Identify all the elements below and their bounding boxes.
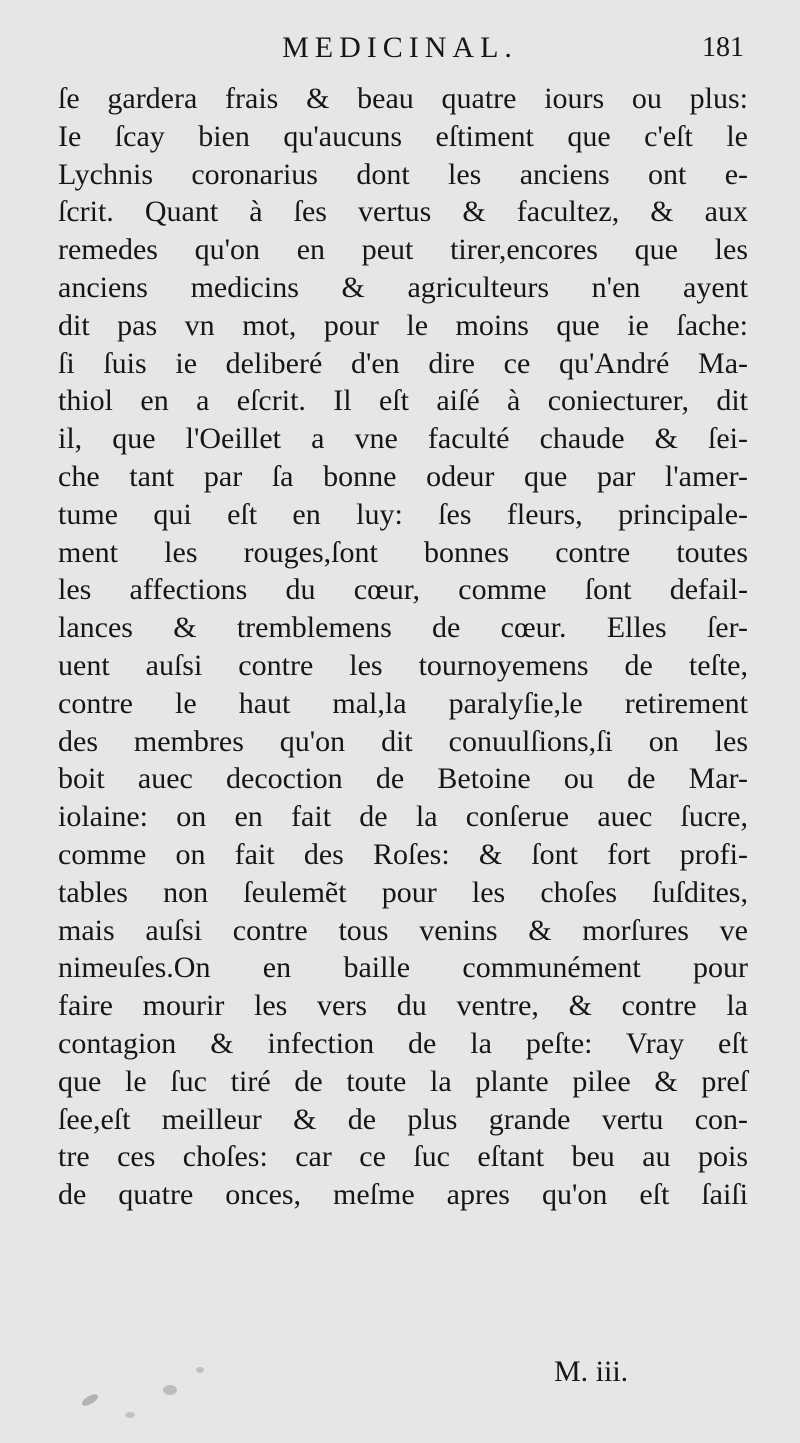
signature-mark: M. iii.: [554, 1355, 629, 1388]
text-line: nimeuſes.On en baille communément pour: [58, 951, 748, 985]
text-line: mais auſsi contre tous venins & morſures ve: [58, 913, 748, 947]
text-line: Ie ſcay bien qu'aucuns eſtiment que c'eſt le: [58, 119, 748, 153]
text-line: remedes qu'on en peut tirer,encores que les: [58, 233, 748, 267]
text-line: les affections du cœur, comme ſont defail-: [58, 573, 748, 607]
text-line: ſe gardera frais & beau quatre iours ou plus:: [58, 82, 748, 115]
text-line: que le ſuc tiré de toute la plante pilee & preſ: [58, 1064, 748, 1098]
paper-stain: [60, 1350, 230, 1430]
page-number: 181: [702, 32, 744, 63]
text-line: ſcrit. Quant à ſes vertus & facultez, & aux: [58, 195, 748, 229]
text-line: dit pas vn mot, pour le moins que ie ſache:: [58, 308, 748, 342]
text-line: tables non ſeulemẽt pour les choſes ſuſdites,: [58, 875, 748, 909]
running-title: MEDICINAL.: [282, 31, 518, 64]
text-line: contre le haut mal,la paralyſie,le retirement: [58, 686, 748, 720]
text-line: ſi ſuis ie deliberé d'en dire ce qu'André Ma-: [58, 346, 748, 380]
text-line: des membres qu'on dit conuulſions,ſi on les: [58, 724, 748, 758]
text-line: contagion & infection de la peſte: Vray eſt: [58, 1026, 748, 1060]
text-line: iolaine: on en fait de la conſerue auec ſucre,: [58, 800, 748, 834]
text-line: faire mourir les vers du ventre, & contre la: [58, 989, 748, 1023]
text-line: tume qui eſt en luy: ſes fleurs, principale-: [58, 497, 748, 531]
text-line: uent auſsi contre les tournoyemens de teſte,: [58, 648, 748, 682]
text-line: Lychnis coronarius dont les anciens ont e-: [58, 157, 748, 191]
text-line: boit auec decoction de Betoine ou de Mar-: [58, 762, 748, 796]
text-line: ment les rouges,ſont bonnes contre toutes: [58, 535, 748, 569]
body-text: [58, 80, 748, 1214]
text-line: tre ces choſes: car ce ſuc eſtant beu au pois: [58, 1140, 748, 1174]
text-line: thiol en a eſcrit. Il eſt aiſé à coniecturer, dit: [58, 384, 748, 418]
text-line: de quatre onces, meſme apres qu'on eſt ſaiſi: [58, 1178, 748, 1212]
text-line: anciens medicins & agriculteurs n'en ayent: [58, 270, 748, 304]
text-line: comme on fait des Roſes: & ſont fort profi-: [58, 837, 748, 871]
text-line: ſee,eſt meilleur & de plus grande vertu con-: [58, 1102, 748, 1136]
text-line: lances & tremblemens de cœur. Elles ſer-: [58, 611, 748, 645]
text-line: il, que l'Oeillet a vne faculté chaude & ſei-: [58, 422, 748, 456]
text-line: che tant par ſa bonne odeur que par l'amer-: [58, 459, 748, 493]
